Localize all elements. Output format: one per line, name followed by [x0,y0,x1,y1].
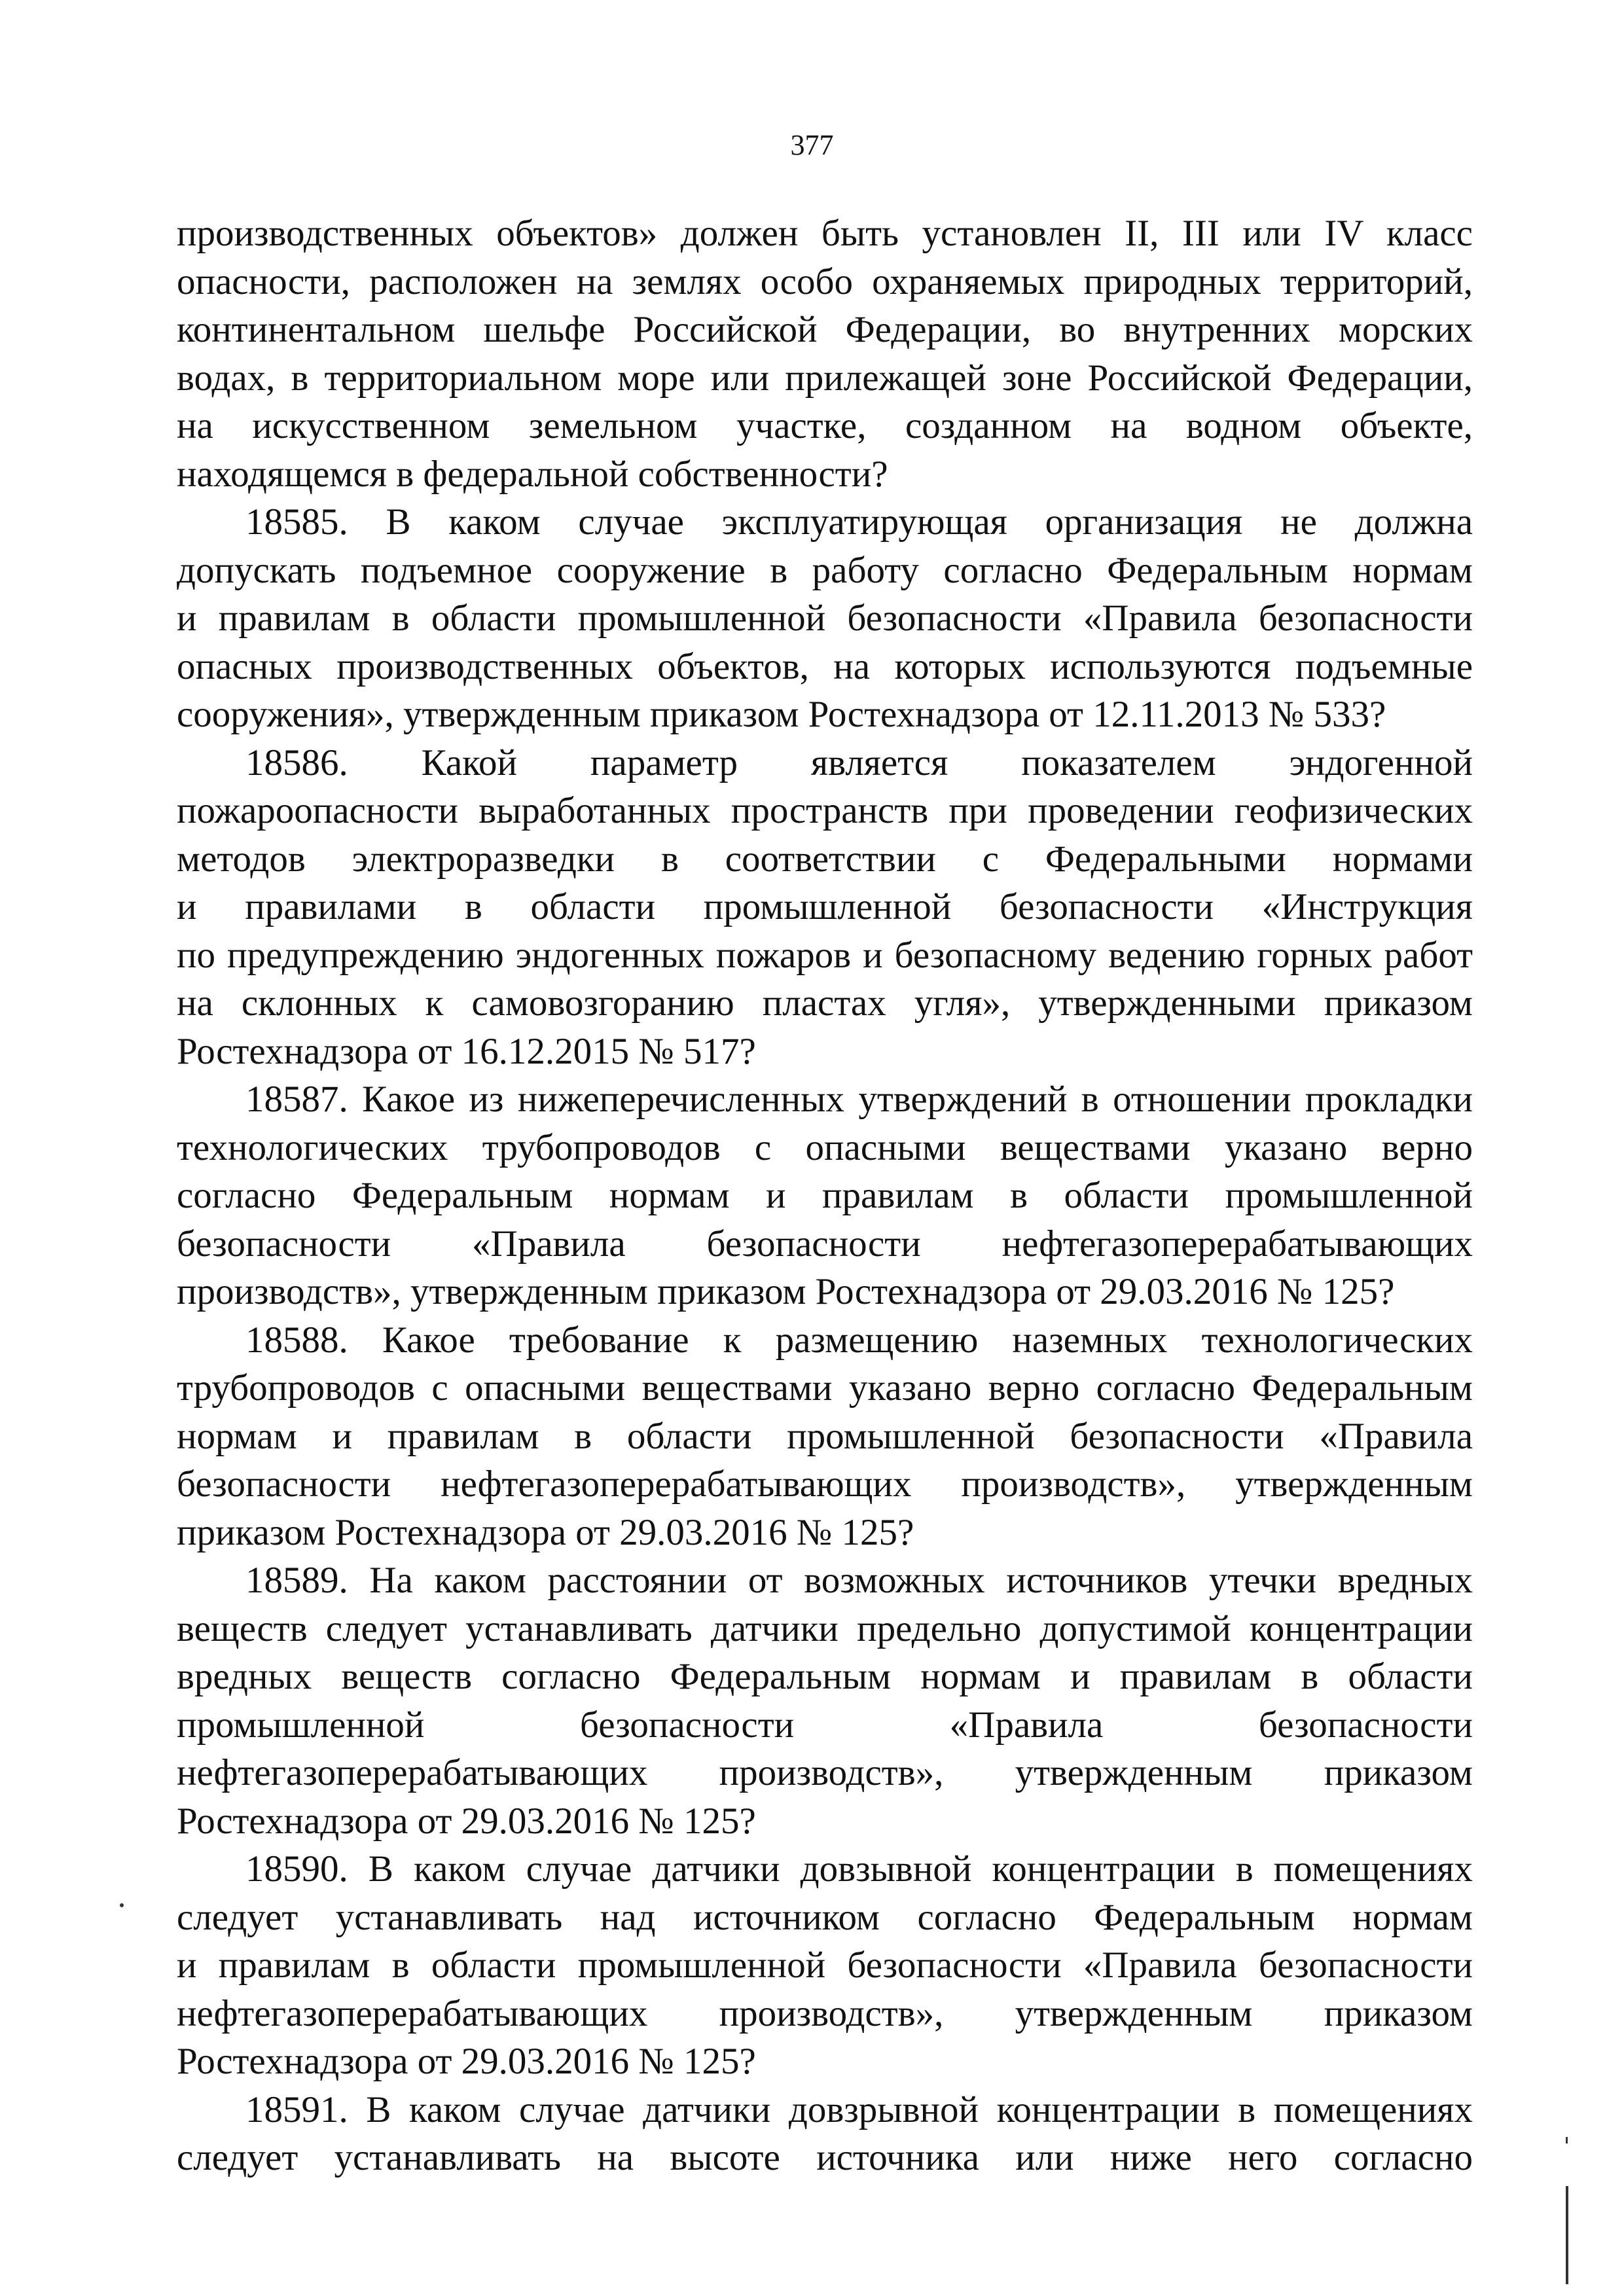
text-line: вредных веществ согласно Федеральным нормам и правилам в области [177,1656,1473,1697]
text-line: нормам и правилам в области промышленной безопасности «Правила [177,1415,1473,1457]
text-line: следует устанавливать над источником согласно Федеральным нормам [177,1896,1473,1938]
text-line: трубопроводов с опасными веществами указано верно согласно Федеральным [177,1367,1473,1408]
text-line: допускать подъемное сооружение в работу согласно Федеральным нормам [177,549,1473,591]
text-line: Ростехнадзора от 16.12.2015 № 517? [177,1030,756,1072]
text-line: опасных производственных объектов, на которых используются подъемные [177,645,1473,687]
text-line: нефтегазоперерабатывающих производств», утвержденным приказом [177,1992,1473,2034]
text-line: и правилам в области промышленной безопасности «Правила безопасности [177,1945,1473,1986]
document-body [177,209,1473,2182]
text-line: безопасности нефтегазоперерабатывающих производств», утвержденным [177,1463,1473,1505]
text-line: на склонных к самовозгоранию пластах угля», утвержденными приказом [177,982,1473,1024]
text-line: континентальном шельфе Российской Федерации, во внутренних морских [177,309,1473,350]
text-line: технологических трубопроводов с опасными веществами указано верно [177,1126,1473,1168]
scan-edge-mark [1566,2137,1568,2144]
text-line: производственных объектов» должен быть установлен II, III или IV класс [177,213,1473,254]
text-line: сооружения», утвержденным приказом Ростехнадзора от 12.11.2013 № 533? [177,694,1386,735]
text-line: по предупреждению эндогенных пожаров и безопасному ведению горных работ [177,934,1473,976]
text-line: нефтегазоперерабатывающих производств», утвержденным приказом [177,1752,1473,1793]
text-line: на искусственном земельном участке, созданном на водном объекте, [177,405,1473,446]
text-line: следует устанавливать на высоте источника или ниже него согласно [177,2137,1473,2178]
page-number: 377 [790,129,834,161]
scan-edge-mark [1566,2186,1568,2284]
text-line: методов электроразведки в соответствии с Федеральными нормами [177,838,1473,880]
text-line: Ростехнадзора от 29.03.2016 № 125? [177,1800,756,1842]
text-line: и правилами в области промышленной безопасности «Инструкция [177,886,1473,927]
paragraph-start-18590: 18590. В каком случае датчики довзывной концентрации в помещениях [245,1848,1473,1890]
text-line: согласно Федеральным нормам и правилам в области промышленной [177,1175,1473,1216]
text-line: Ростехнадзора от 29.03.2016 № 125? [177,2041,756,2082]
text-line: находящемся в федеральной собственности? [177,453,888,495]
text-line: пожароопасности выработанных пространств при проведении геофизических [177,790,1473,831]
text-line: промышленной безопасности «Правила безопасности [177,1704,1473,1746]
paragraph-start-18587: 18587. Какое из нижеперечисленных утверждений в отношении прокладки [245,1079,1473,1120]
text-line: веществ следует устанавливать датчики предельно допустимой концентрации [177,1607,1473,1649]
text-line: водах, в территориальном море или прилежащей зоне Российской Федерации, [177,357,1473,399]
text-line: приказом Ростехнадзора от 29.03.2016 № 125? [177,1511,914,1553]
text-line: и правилам в области промышленной безопасности «Правила безопасности [177,598,1473,639]
text-line: опасности, расположен на землях особо охраняемых природных территорий, [177,260,1473,302]
paragraph-start-18588: 18588. Какое требование к размещению наземных технологических [245,1319,1473,1361]
paragraph-start-18586: 18586. Какой параметр является показателем эндогенной [245,742,1473,783]
text-line: безопасности «Правила безопасности нефтегазоперерабатывающих [177,1223,1473,1265]
paragraph-start-18589: 18589. На каком расстоянии от возможных источников утечки вредных [245,1560,1473,1601]
scan-speck [120,1903,124,1907]
paragraph-start-18591: 18591. В каком случае датчики довзрывной концентрации в помещениях [245,2089,1473,2130]
text-line: производств», утвержденным приказом Ростехнадзора от 29.03.2016 № 125? [177,1271,1395,1312]
paragraph-start-18585: 18585. В каком случае эксплуатирующая организация не должна [245,501,1473,543]
